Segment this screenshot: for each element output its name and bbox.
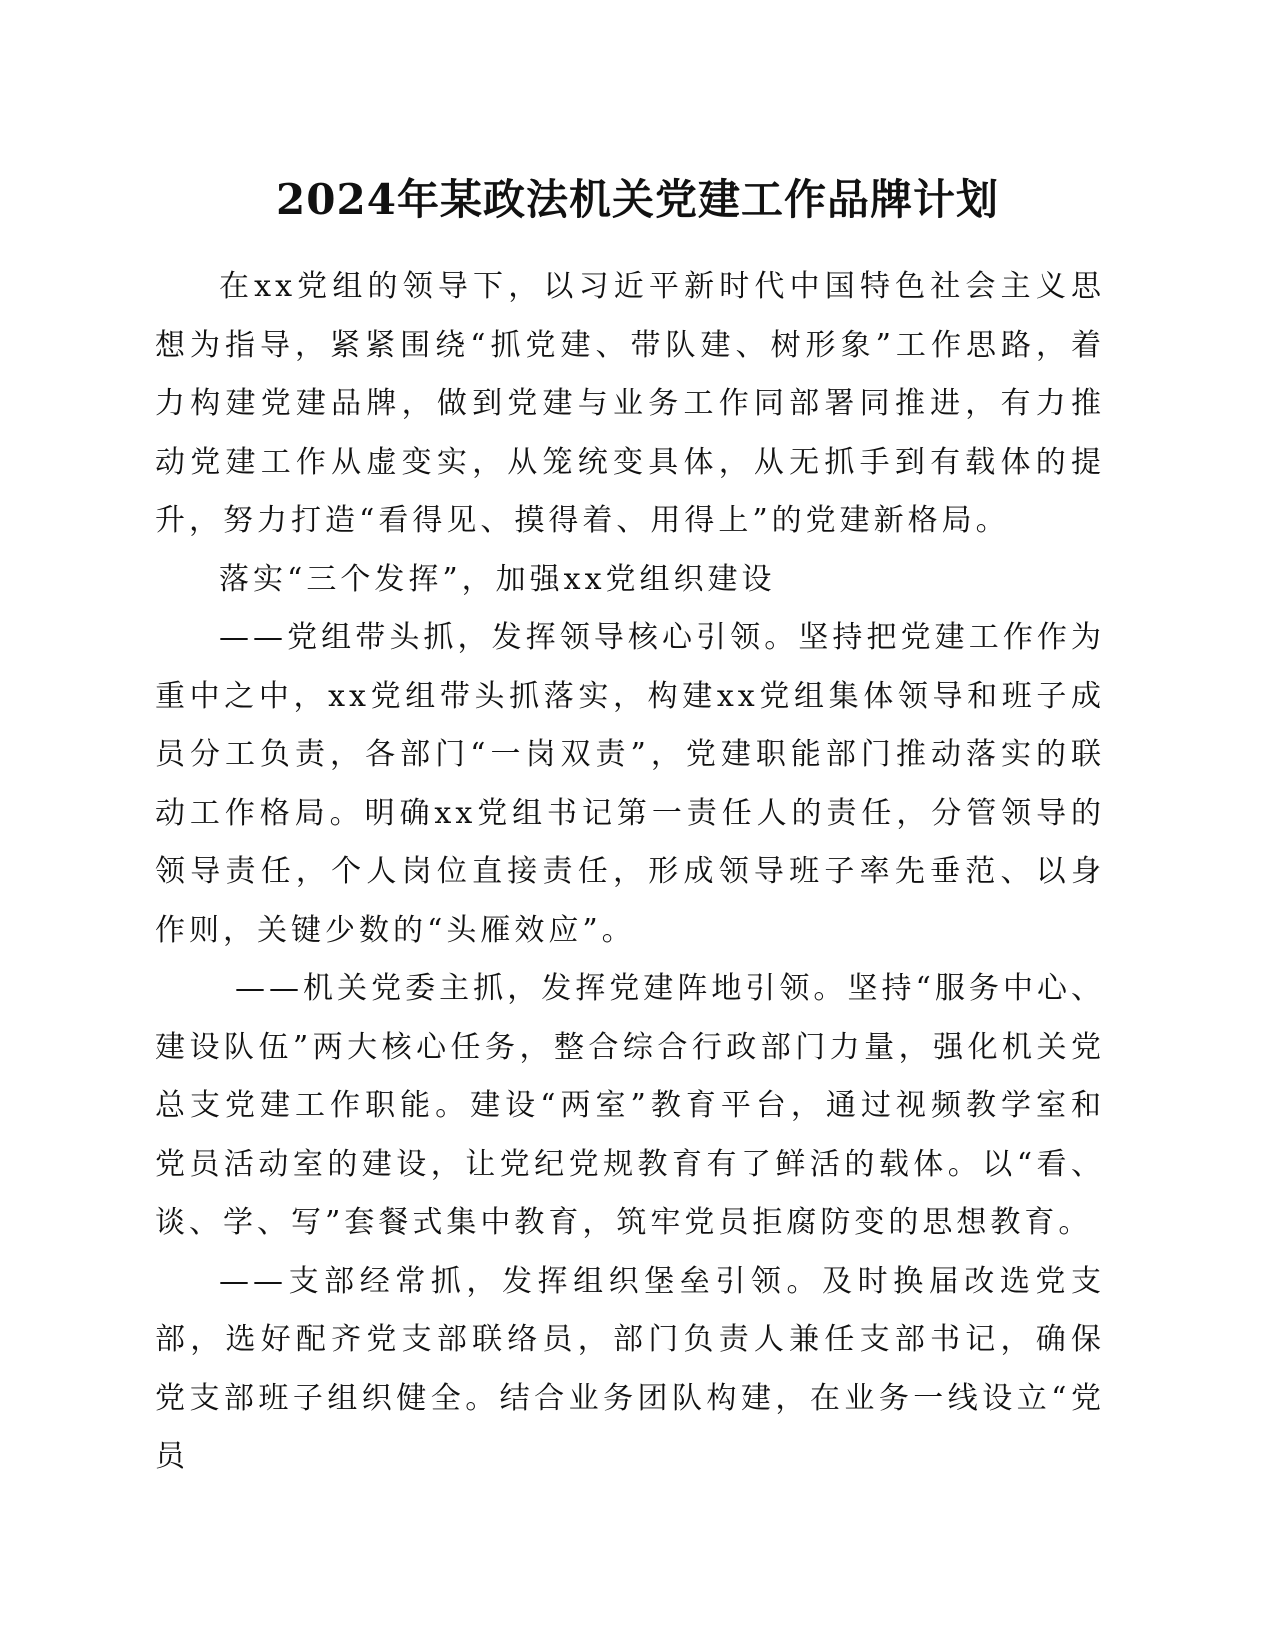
- party-committee-paragraph: ——机关党委主抓，发挥党建阵地引领。坚持“服务中心、建设队伍”两大核心任务，整合综合行政部门力量，强化机关党总支党建工作职能。建设“两室”教育平台，通过视频教学室和党员活动室的建设，让党纪党规教育有了鲜活的载体。以“看、谈、学、写”套餐式集中教育，筑牢党员拒腐防变的思想教育。: [155, 971, 1105, 1240]
- branch-paragraph: ——支部经常抓，发挥组织堡垒引领。及时换届改选党支部，选好配齐党支部联络员，部门负责人兼任支部书记，确保党支部班子组织健全。结合业务团队构建，在业务一线设立“党员: [155, 1263, 1105, 1474]
- party-group-paragraph: ——党组带头抓，发挥领导核心引领。坚持把党建工作作为重中之中，xx党组带头抓落实，构建xx党组集体领导和班子成员分工负责，各部门“一岗双责”，党建职能部门推动落实的联动工作格局。明确xx党组书记第一责任人的责任，分管领导的领导责任，个人岗位直接责任，形成领导班子率先垂范、以身作则，关键少数的“头雁效应”。: [155, 620, 1105, 948]
- document-title: 2024年某政法机关党建工作品牌计划: [276, 175, 999, 224]
- intro-paragraph: 在xx党组的领导下，以习近平新时代中国特色社会主义思想为指导，紧紧围绕“抓党建、带队建、树形象”工作思路，着力构建党建品牌，做到党建与业务工作同部署同推进，有力推动党建工作从虚变实，从笼统变具体，从无抓手到有载体的提升，努力打造“看得见、摸得着、用得上”的党建新格局。: [155, 269, 1105, 538]
- document-body: [155, 258, 1105, 1487]
- section-heading: 落实“三个发挥”，加强xx党组织建设: [219, 561, 776, 597]
